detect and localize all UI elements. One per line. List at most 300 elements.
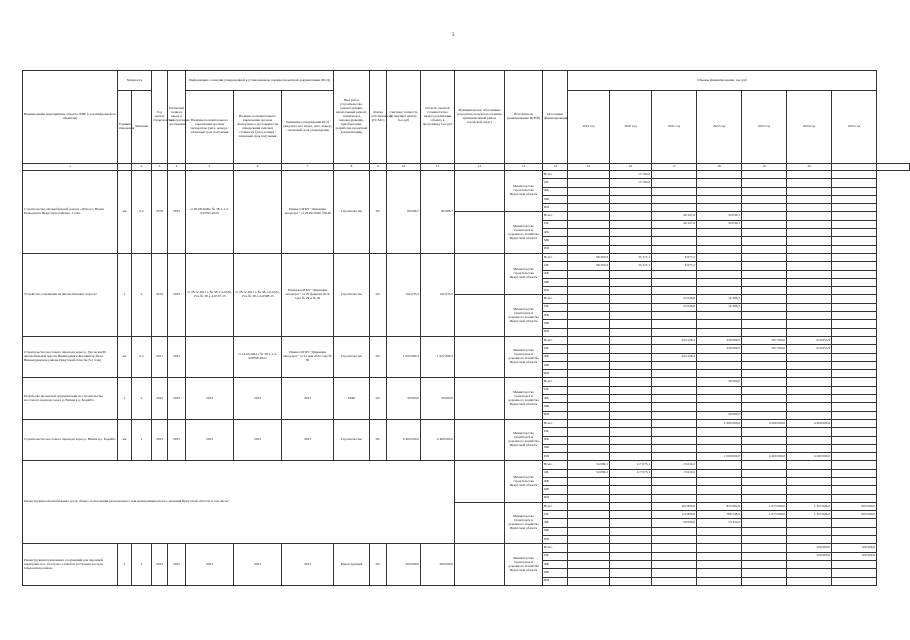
amount-cell <box>697 370 742 378</box>
amount-cell <box>697 229 742 237</box>
amount-cell: 54 080,1 <box>568 469 610 477</box>
amount-cell <box>652 552 697 560</box>
source-cell: Всего <box>543 502 568 510</box>
start-year-cell: 2019 <box>152 253 168 336</box>
amount-cell <box>652 577 697 585</box>
col-number: 10 <box>387 164 421 171</box>
amount-cell <box>787 411 832 419</box>
amount-cell: 619 955,9 <box>787 345 832 353</box>
amount-cell <box>742 278 787 286</box>
amount-cell <box>568 527 610 535</box>
amount-cell: 30 000,0 <box>697 378 742 386</box>
col-header-year: 2023 год <box>742 91 787 164</box>
amount-cell <box>832 195 877 203</box>
amount-cell <box>652 278 697 286</box>
amount-cell <box>610 395 652 403</box>
amount-cell: 162 809,8 <box>652 502 697 510</box>
source-cell: ОБ <box>543 345 568 353</box>
source-cell: ИИ <box>543 204 568 212</box>
amount-cell <box>787 494 832 502</box>
amount-cell <box>697 237 742 245</box>
table-row <box>23 544 910 552</box>
amount-cell <box>652 403 697 411</box>
form-cell: ОС <box>370 171 387 254</box>
municipality-cell <box>455 502 505 543</box>
cost-cell: 86 066,7 <box>387 171 421 254</box>
source-cell: МБ <box>543 195 568 203</box>
amount-cell <box>610 453 652 461</box>
amount-cell: 23 046,8 <box>652 303 697 311</box>
amount-cell <box>568 353 610 361</box>
amount-cell: 603 000,0 <box>832 511 877 519</box>
amount-cell <box>787 361 832 369</box>
amount-cell <box>697 270 742 278</box>
source-cell: ОБ <box>543 552 568 560</box>
amount-cell: 30 000,0 <box>697 411 742 419</box>
amount-cell <box>610 312 652 320</box>
amount-cell: 35 317,1 <box>610 253 652 261</box>
amount-cell <box>568 569 610 577</box>
amount-cell <box>568 345 610 353</box>
amount-cell <box>610 511 652 519</box>
amount-cell <box>568 237 610 245</box>
col-header-executor: Исполнитель (наименование ИОГВ) <box>505 71 543 164</box>
amount-cell: 4 200 000,0 <box>787 453 832 461</box>
source-cell: ОБ <box>543 428 568 436</box>
requisites-cell: Приказ ОГКУ "Дирекция автодорог" от 31 мая 2022 года № 83 <box>282 336 334 377</box>
amount-cell <box>568 303 610 311</box>
amount-cell: 4 200 000,0 <box>742 453 787 461</box>
amount-cell: 619 955,9 <box>787 336 832 344</box>
amount-cell <box>568 270 610 278</box>
col-header-year: 2020 год <box>610 91 652 164</box>
amount-cell <box>832 411 877 419</box>
amount-cell <box>787 403 832 411</box>
amount-cell <box>742 461 787 469</box>
financing-table <box>22 70 910 586</box>
amount-cell: 1 000 000,0 <box>697 419 742 427</box>
amount-cell <box>832 569 877 577</box>
amount-cell <box>652 444 697 452</box>
col-number <box>118 164 132 171</box>
amount-cell: 54 080,1 <box>568 461 610 469</box>
section-name: Реконструкция автомобильных дорог общего пользования регионального или межмуниципального значения Иркутской области, в том числе: <box>23 461 455 544</box>
amount-cell <box>787 444 832 452</box>
work-type-cell: Реконструкция <box>334 544 370 585</box>
source-cell: ИИ <box>543 370 568 378</box>
source-cell: ИИ <box>543 287 568 295</box>
amount-cell <box>832 436 877 444</box>
amount-cell <box>568 453 610 461</box>
amount-cell <box>697 494 742 502</box>
amount-cell <box>832 477 877 485</box>
amount-cell: 30 039,1 <box>697 220 742 228</box>
amount-cell <box>742 444 787 452</box>
executor-cell: Министерство транспорта и дорожного хозяйства Иркутской области <box>505 212 543 253</box>
amount-cell <box>568 204 610 212</box>
col-number: 7 <box>282 164 334 171</box>
source-cell: Всего <box>543 461 568 469</box>
amount-cell <box>652 453 697 461</box>
amount-cell <box>610 187 652 195</box>
plan-year-cell: 2025 <box>168 544 186 585</box>
municipality-cell <box>455 544 505 585</box>
amount-cell <box>832 428 877 436</box>
amount-cell <box>610 361 652 369</box>
amount-cell <box>568 312 610 320</box>
amount-cell <box>697 320 742 328</box>
start-year-cell: 2019 <box>152 171 168 254</box>
amount-cell <box>568 171 610 179</box>
amount-cell <box>787 461 832 469</box>
amount-cell <box>568 411 610 419</box>
amount-cell <box>742 295 787 303</box>
amount-cell <box>697 486 742 494</box>
col-header-unit: Единица измерения <box>118 91 132 164</box>
amount-cell: 112 809,8 <box>652 511 697 519</box>
amount-cell <box>832 245 877 253</box>
municipality-cell <box>455 378 505 419</box>
amount-cell <box>787 386 832 394</box>
amount-cell <box>610 577 652 585</box>
amount-cell <box>742 403 787 411</box>
amount-cell <box>832 295 877 303</box>
col-header-year: 2021 год <box>652 91 697 164</box>
amount-cell: 230 000,0 <box>697 336 742 344</box>
amount-cell <box>610 270 652 278</box>
amount-cell <box>697 395 742 403</box>
source-cell: ФБ <box>543 353 568 361</box>
amount-cell <box>568 577 610 585</box>
amount-cell <box>787 328 832 336</box>
value-cell: х <box>132 253 152 336</box>
amount-cell <box>742 560 787 568</box>
amount-cell: 507 500,0 <box>742 345 787 353</box>
amount-cell: 15 700,0 <box>610 171 652 179</box>
amount-cell <box>787 278 832 286</box>
amount-cell <box>652 527 697 535</box>
value-cell: х <box>132 419 152 460</box>
amount-cell <box>832 378 877 386</box>
col-number: 4 <box>168 164 186 171</box>
source-cell: МБ <box>543 444 568 452</box>
col-number: 1 <box>23 164 118 171</box>
amount-cell: 53 434,0 <box>697 519 742 527</box>
amount-cell <box>568 378 610 386</box>
amount-cell <box>832 171 877 179</box>
amount-cell <box>832 453 877 461</box>
form-cell: ОС <box>370 419 387 460</box>
table-row <box>23 253 910 261</box>
amount-cell <box>832 527 877 535</box>
amount-cell <box>832 519 877 527</box>
amount-cell <box>610 411 652 419</box>
table-row <box>23 336 910 344</box>
amount-cell <box>697 361 742 369</box>
amount-cell: 50 000,0 <box>652 519 697 527</box>
col-number: 8 <box>334 164 370 171</box>
amount-cell <box>568 436 610 444</box>
amount-cell <box>610 519 652 527</box>
pos-expertise-cell: 2023 <box>234 419 282 460</box>
source-cell: МБ <box>543 527 568 535</box>
amount-cell <box>742 569 787 577</box>
col-header-requisites: Реквизиты утверждения ПСД (вид акта, кто издал, дата, номер) / плановый срок утверждения <box>282 91 334 164</box>
amount-cell <box>742 411 787 419</box>
cost-cell: 1 622 684,3 <box>387 336 421 377</box>
amount-cell <box>568 295 610 303</box>
table-row <box>23 378 910 386</box>
amount-cell: 35 317,1 <box>610 262 652 270</box>
amount-cell <box>832 212 877 220</box>
amount-cell <box>610 419 652 427</box>
amount-cell <box>832 336 877 344</box>
col-number: 11 <box>421 164 455 171</box>
source-cell: ФБ <box>543 229 568 237</box>
municipality-cell <box>455 461 505 502</box>
amount-cell <box>742 229 787 237</box>
amount-cell <box>787 179 832 187</box>
amount-cell <box>652 544 697 552</box>
amount-cell <box>832 303 877 311</box>
col-number: 17 <box>652 164 697 171</box>
expertise-cell: от 06.08.2020г. № 38-1-1-3-043765-2020 <box>186 171 234 254</box>
amount-cell <box>832 328 877 336</box>
amount-cell <box>697 444 742 452</box>
executor-cell: Министерство строительства Иркутской области <box>505 461 543 502</box>
amount-cell <box>697 386 742 394</box>
object-name: Устройство освещения на автомобильных дорогах <box>23 253 118 336</box>
amount-cell <box>568 519 610 527</box>
source-cell: ФБ <box>543 477 568 485</box>
amount-cell <box>652 395 697 403</box>
object-name: Реконструкция причальных сооружений для паромной переправы пос. Осетрово-с.Ольхон (остр.вная часть) в Ольхонском районе <box>23 544 118 585</box>
unit-cell: х <box>118 253 132 336</box>
source-cell: ОБ <box>543 303 568 311</box>
source-cell: МБ <box>543 486 568 494</box>
amount-cell <box>652 245 697 253</box>
amount-cell: 98 303,9 <box>568 262 610 270</box>
col-header-financing: Объемы финансирования, тыс.руб <box>568 71 877 91</box>
amount-cell <box>742 486 787 494</box>
work-type-cell: Строительство <box>334 336 370 377</box>
value-cell: 0,2 <box>132 336 152 377</box>
amount-cell <box>610 428 652 436</box>
amount-cell: 100 000,0 <box>787 552 832 560</box>
amount-cell: 780 548,0 <box>697 511 742 519</box>
amount-cell <box>610 378 652 386</box>
table-row <box>23 461 910 469</box>
amount-cell <box>832 361 877 369</box>
amount-cell <box>787 303 832 311</box>
amount-cell <box>697 536 742 544</box>
amount-cell <box>832 536 877 544</box>
amount-cell <box>610 237 652 245</box>
amount-cell <box>742 303 787 311</box>
unit-cell: х <box>118 378 132 419</box>
source-cell: ИИ <box>543 494 568 502</box>
amount-cell <box>742 179 787 187</box>
source-cell: ИИ <box>543 411 568 419</box>
col-number: 9 <box>370 164 387 171</box>
amount-cell <box>787 477 832 485</box>
amount-cell <box>568 560 610 568</box>
work-type-cell: ПИР <box>334 378 370 419</box>
source-cell: ФБ <box>543 519 568 527</box>
amount-cell <box>568 403 610 411</box>
requisites-cell: Приказ ОГКУ "Дирекция автодорог" от 25.09.2020г №648 <box>282 171 334 254</box>
amount-cell <box>610 477 652 485</box>
col-header-expertise: Наличие положительного заключения органов экспертизы (дата, номер) / плановый срок получения <box>186 91 234 164</box>
amount-cell: 15 700,0 <box>610 179 652 187</box>
amount-cell <box>742 204 787 212</box>
amount-cell <box>742 171 787 179</box>
amount-cell <box>610 220 652 228</box>
unit-cell: км <box>118 336 132 377</box>
amount-cell <box>787 353 832 361</box>
amount-cell <box>568 328 610 336</box>
amount-cell <box>610 229 652 237</box>
amount-cell <box>742 361 787 369</box>
amount-cell <box>652 328 697 336</box>
amount-cell <box>787 237 832 245</box>
amount-cell <box>697 312 742 320</box>
col-number: 12 <box>455 164 505 171</box>
amount-cell <box>610 278 652 286</box>
amount-cell <box>742 253 787 261</box>
amount-cell <box>652 560 697 568</box>
amount-cell <box>568 494 610 502</box>
amount-cell <box>742 544 787 552</box>
amount-cell <box>697 436 742 444</box>
remaining-cell: 200 000,0 <box>421 544 455 585</box>
start-year-cell: 2022 <box>152 378 168 419</box>
amount-cell <box>787 262 832 270</box>
amount-cell <box>652 270 697 278</box>
source-cell: Всего <box>543 212 568 220</box>
source-cell: ФБ <box>543 436 568 444</box>
amount-cell <box>652 204 697 212</box>
amount-cell <box>652 386 697 394</box>
amount-cell <box>787 187 832 195</box>
col-number: 16 <box>610 164 652 171</box>
amount-cell <box>787 536 832 544</box>
amount-cell: 833 982,9 <box>697 502 742 510</box>
amount-cell <box>697 262 742 270</box>
source-cell: ФБ <box>543 560 568 568</box>
amount-cell <box>832 187 877 195</box>
cost-cell: 200 000,0 <box>387 544 421 585</box>
amount-cell <box>697 353 742 361</box>
source-cell: МБ <box>543 320 568 328</box>
amount-cell <box>697 179 742 187</box>
amount-cell <box>787 204 832 212</box>
amount-cell <box>787 469 832 477</box>
amount-cell <box>652 370 697 378</box>
plan-year-cell: 2024 <box>168 336 186 377</box>
amount-cell <box>787 295 832 303</box>
amount-cell <box>610 204 652 212</box>
col-header-year: 2022 год <box>697 91 742 164</box>
amount-cell <box>610 544 652 552</box>
amount-cell <box>610 245 652 253</box>
amount-cell <box>568 220 610 228</box>
amount-cell <box>787 287 832 295</box>
amount-cell <box>697 278 742 286</box>
expertise-cell: от 28.12.2015 г. № 38-1-4-0530-15 и № 38-1-4-0537-15 <box>186 253 234 336</box>
source-cell: Всего <box>543 419 568 427</box>
form-cell: ОС <box>370 253 387 336</box>
source-cell: ИИ <box>543 328 568 336</box>
amount-cell <box>742 195 787 203</box>
amount-cell <box>787 312 832 320</box>
col-number <box>877 164 910 171</box>
amount-cell <box>610 303 652 311</box>
remaining-cell: 192 033,5 <box>421 253 455 336</box>
amount-cell: 230 000,0 <box>697 345 742 353</box>
amount-cell <box>832 486 877 494</box>
amount-cell <box>742 353 787 361</box>
amount-cell <box>568 179 610 187</box>
amount-cell <box>652 237 697 245</box>
amount-cell <box>787 270 832 278</box>
amount-cell <box>742 270 787 278</box>
amount-cell <box>568 395 610 403</box>
amount-cell <box>742 328 787 336</box>
amount-cell <box>568 477 610 485</box>
amount-cell: 15 610,2 <box>652 461 697 469</box>
source-cell: ОБ <box>543 179 568 187</box>
amount-cell: 40 327,6 <box>652 220 697 228</box>
amount-cell <box>832 403 877 411</box>
cost-cell: 192 033,5 <box>387 253 421 336</box>
amount-cell <box>742 552 787 560</box>
amount-cell <box>742 519 787 527</box>
amount-cell <box>787 195 832 203</box>
col-header-remaining: Остаток сметной стоимости (на начало реализации объекта в программе), тыс.руб <box>421 71 455 164</box>
amount-cell <box>652 419 697 427</box>
amount-cell <box>787 395 832 403</box>
amount-cell <box>610 536 652 544</box>
municipality-cell <box>455 295 505 336</box>
amount-cell <box>832 270 877 278</box>
source-cell: ОБ <box>543 220 568 228</box>
amount-cell <box>568 370 610 378</box>
cost-cell: 9 400 000,0 <box>387 419 421 460</box>
col-header-year: 2019 год <box>568 91 610 164</box>
amount-cell <box>610 403 652 411</box>
amount-cell <box>568 229 610 237</box>
municipality-cell <box>455 253 505 294</box>
amount-cell <box>568 386 610 394</box>
executor-cell: Министерство транспорта и дорожного хозяйства Иркутской области <box>505 544 543 585</box>
amount-cell <box>787 229 832 237</box>
amount-cell <box>697 403 742 411</box>
amount-cell <box>742 320 787 328</box>
amount-cell <box>697 560 742 568</box>
source-cell: ИИ <box>543 245 568 253</box>
amount-cell <box>787 519 832 527</box>
amount-cell <box>742 536 787 544</box>
amount-cell <box>568 444 610 452</box>
amount-cell <box>742 469 787 477</box>
amount-cell <box>787 212 832 220</box>
source-cell: МБ <box>543 361 568 369</box>
amount-cell <box>652 320 697 328</box>
amount-cell <box>787 569 832 577</box>
amount-cell <box>697 204 742 212</box>
amount-cell <box>610 320 652 328</box>
